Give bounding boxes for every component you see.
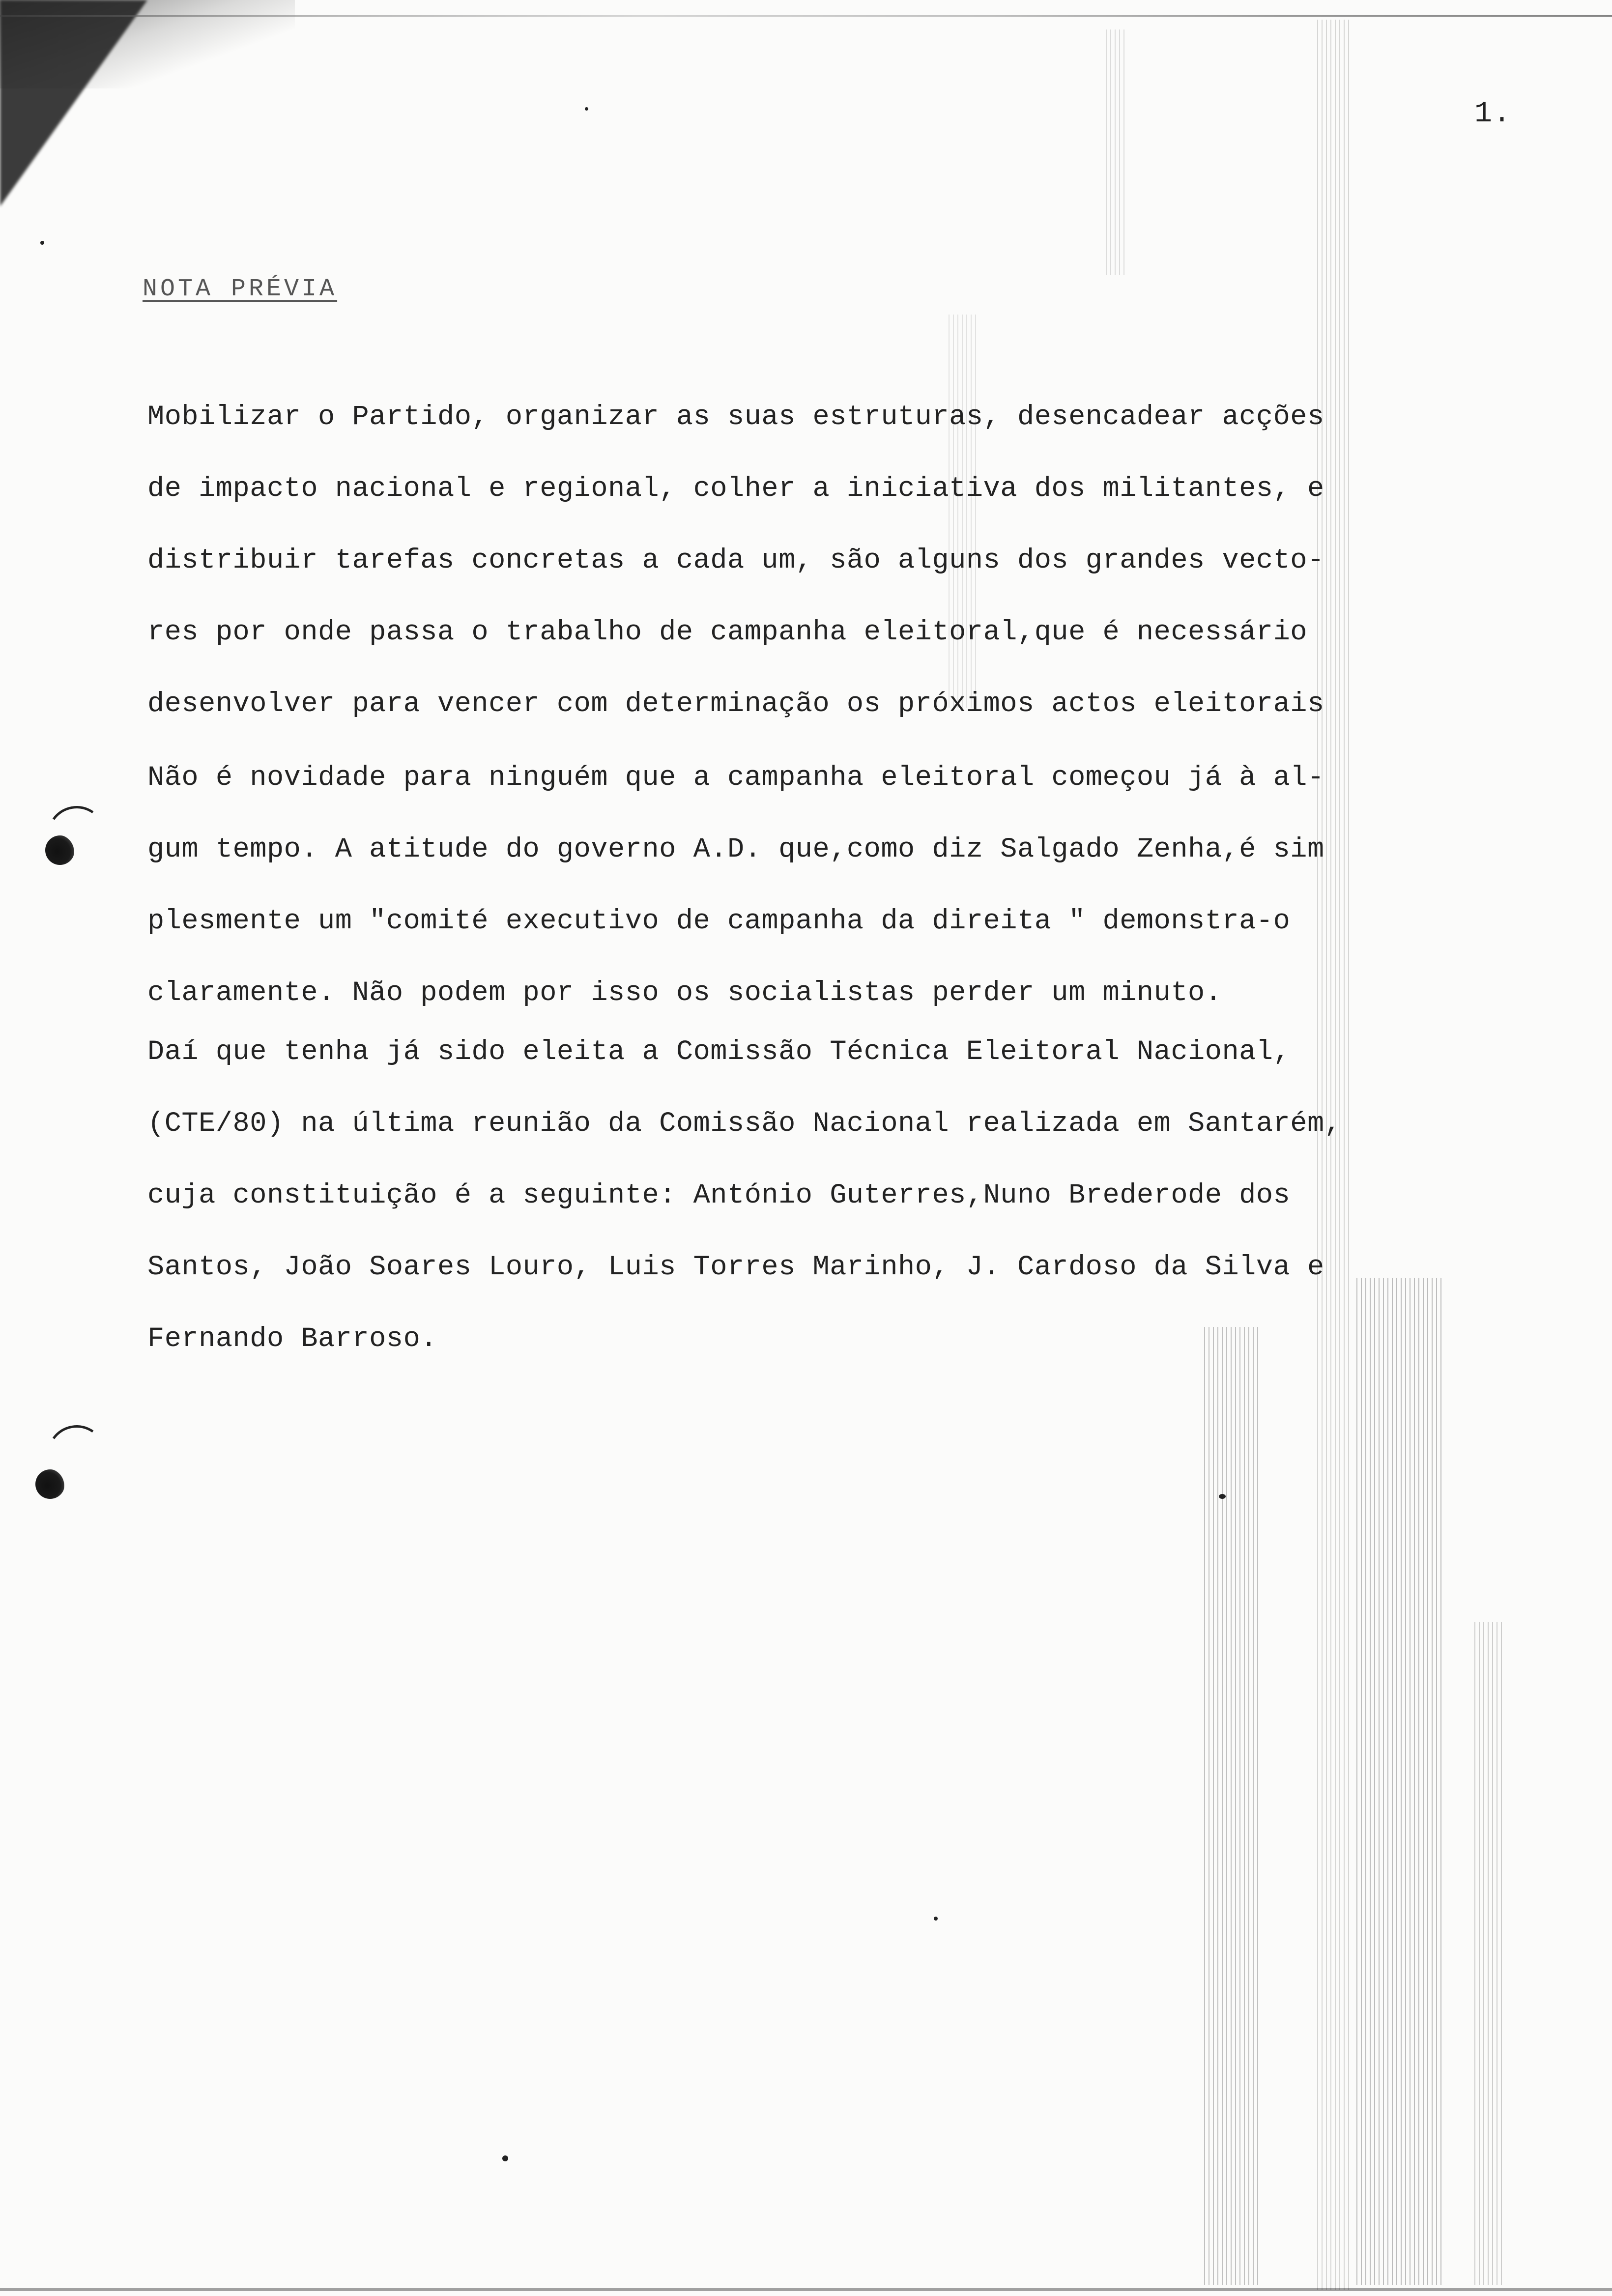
section-heading: NOTA PRÉVIA bbox=[143, 275, 338, 303]
scan-streak bbox=[1356, 1278, 1445, 2285]
paragraph-line: desenvolver para vencer com determinação os próximos actos eleitorais bbox=[147, 689, 1324, 720]
dust-speck bbox=[934, 1917, 938, 1921]
punch-hole bbox=[45, 835, 75, 865]
paragraph-line: de impacto nacional e regional, colher a iniciativa dos militantes, e bbox=[147, 473, 1324, 505]
punch-hole bbox=[35, 1469, 65, 1499]
scan-streak bbox=[1474, 1622, 1504, 2285]
paragraph-line: cuja constituição é a seguinte: António Guterres,Nuno Brederode dos bbox=[147, 1180, 1291, 1211]
dust-speck bbox=[1219, 1494, 1226, 1499]
scan-streak bbox=[1204, 1327, 1258, 2285]
paragraph-3 bbox=[147, 1016, 1524, 1375]
dust-speck bbox=[502, 2155, 508, 2161]
paragraph-line: Não é novidade para ninguém que a campanha eleitoral começou já à al- bbox=[147, 762, 1324, 794]
scan-corner-shadow bbox=[0, 0, 295, 88]
page-number: 1. bbox=[1474, 97, 1512, 131]
paragraph-1 bbox=[147, 381, 1524, 740]
paragraph-line: gum tempo. A atitude do governo A.D. que,como diz Salgado Zenha,é sim bbox=[147, 834, 1324, 865]
paragraph-line: Daí que tenha já sido eleita a Comissão Técnica Eleitoral Nacional, bbox=[147, 1036, 1291, 1068]
scan-streak bbox=[1106, 29, 1125, 275]
dust-speck bbox=[40, 241, 44, 245]
scan-top-edge bbox=[0, 15, 1612, 17]
paragraph-line: distribuir tarefas concretas a cada um, são alguns dos grandes vecto- bbox=[147, 545, 1324, 576]
paragraph-line: (CTE/80) na última reunião da Comissão Nacional realizada em Santarém, bbox=[147, 1108, 1342, 1140]
paragraph-line: Santos, João Soares Louro, Luis Torres Marinho, J. Cardoso da Silva e bbox=[147, 1252, 1324, 1283]
paragraph-line: Fernando Barroso. bbox=[147, 1323, 437, 1355]
paragraph-line: Mobilizar o Partido, organizar as suas estruturas, desencadear acções bbox=[147, 402, 1324, 433]
paragraph-2 bbox=[147, 742, 1524, 1029]
paragraph-line: plesmente um "comité executivo de campanha da direita " demonstra-o bbox=[147, 906, 1291, 937]
paragraph-line: claramente. Não podem por isso os socialistas perder um minuto. bbox=[147, 977, 1222, 1009]
scan-bottom-edge bbox=[0, 2288, 1612, 2291]
dust-speck bbox=[585, 107, 588, 111]
paragraph-line: res por onde passa o trabalho de campanha eleitoral,que é necessário bbox=[147, 617, 1307, 648]
